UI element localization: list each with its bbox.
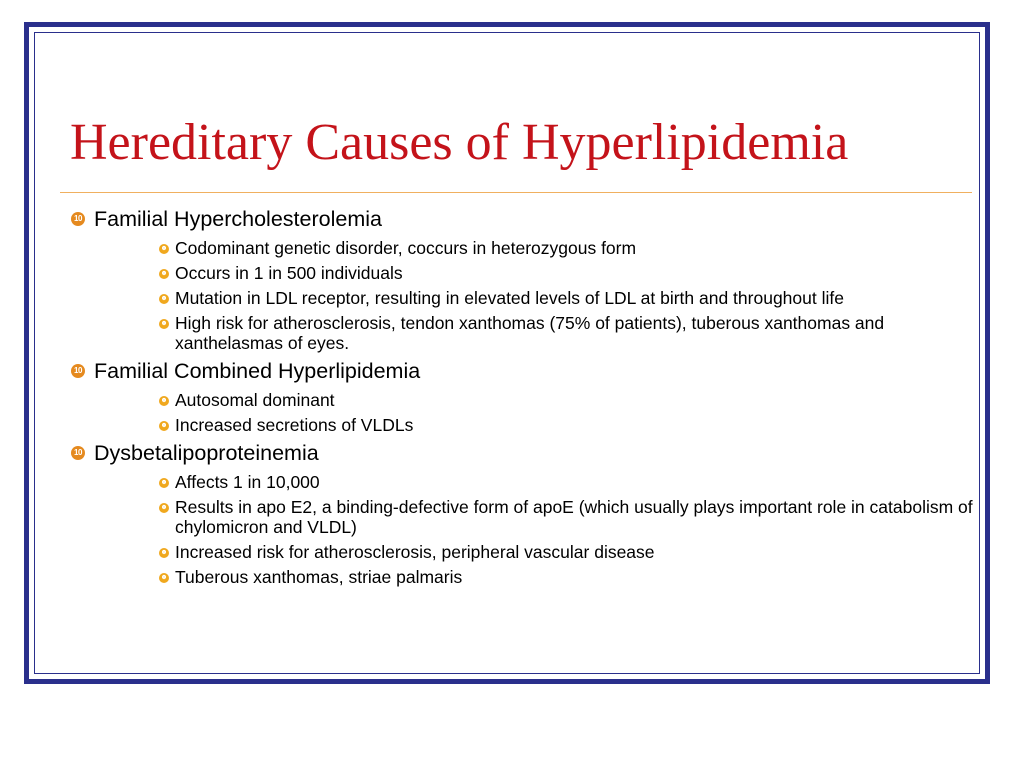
numbered-bullet-icon: 10	[71, 446, 85, 460]
list-item-text: Codominant genetic disorder, coccurs in heterozygous form	[175, 238, 637, 258]
list-item	[159, 472, 975, 492]
list-item	[159, 567, 975, 587]
section-heading-text: Dysbetalipoproteinemia	[94, 441, 319, 465]
list-item-text: Occurs in 1 in 500 individuals	[175, 263, 403, 283]
bullet-icon: ☻	[160, 504, 168, 511]
list-item	[159, 263, 975, 283]
numbered-bullet-icon: 10	[71, 212, 85, 226]
list-item	[159, 497, 975, 537]
list-item-text: Tuberous xanthomas, striae palmaris	[175, 567, 463, 587]
section-heading-text: Familial Hypercholesterolemia	[94, 207, 382, 231]
bullet-icon: ☻	[160, 245, 168, 252]
list-item	[159, 288, 975, 308]
list-item-text: Autosomal dominant	[175, 390, 335, 410]
section-heading	[70, 440, 970, 466]
section-heading	[70, 358, 970, 384]
list-item	[159, 542, 975, 562]
bullet-icon: ☻	[160, 549, 168, 556]
list-item-text: Mutation in LDL receptor, resulting in elevated levels of LDL at birth and throughout life	[175, 288, 844, 308]
list-item-text: Increased risk for atherosclerosis, peripheral vascular disease	[175, 542, 655, 562]
section-items	[70, 390, 970, 435]
list-item-text: Increased secretions of VLDLs	[175, 415, 414, 435]
bullet-icon: ☻	[160, 270, 168, 277]
title-divider	[60, 192, 972, 193]
bullet-icon: ☻	[160, 574, 168, 581]
section-items	[70, 238, 970, 353]
list-item	[159, 390, 975, 410]
numbered-bullet-icon: 10	[71, 364, 85, 378]
list-item	[159, 415, 975, 435]
bullet-icon: ☻	[160, 320, 168, 327]
list-item-text: Affects 1 in 10,000	[175, 472, 320, 492]
bullet-icon: ☻	[160, 397, 168, 404]
section-heading	[70, 206, 970, 232]
bullet-icon: ☻	[160, 422, 168, 429]
section-items	[70, 472, 973, 587]
list-item-text: High risk for atherosclerosis, tendon xanthomas (75% of patients), tuberous xanthomas and xanthelasmas of eyes.	[175, 313, 885, 353]
section-heading-text: Familial Combined Hyperlipidemia	[94, 359, 421, 383]
list-item	[159, 313, 975, 353]
bullet-icon: ☻	[160, 295, 168, 302]
slide-title: Hereditary Causes of Hyperlipidemia	[70, 114, 849, 171]
list-item	[159, 238, 975, 258]
slide-content	[70, 206, 973, 592]
list-item-text: Results in apo E2, a binding-defective form of apoE (which usually plays important role in catabolism of chylomicron and VLDL)	[175, 497, 973, 537]
bullet-icon: ☻	[160, 479, 168, 486]
